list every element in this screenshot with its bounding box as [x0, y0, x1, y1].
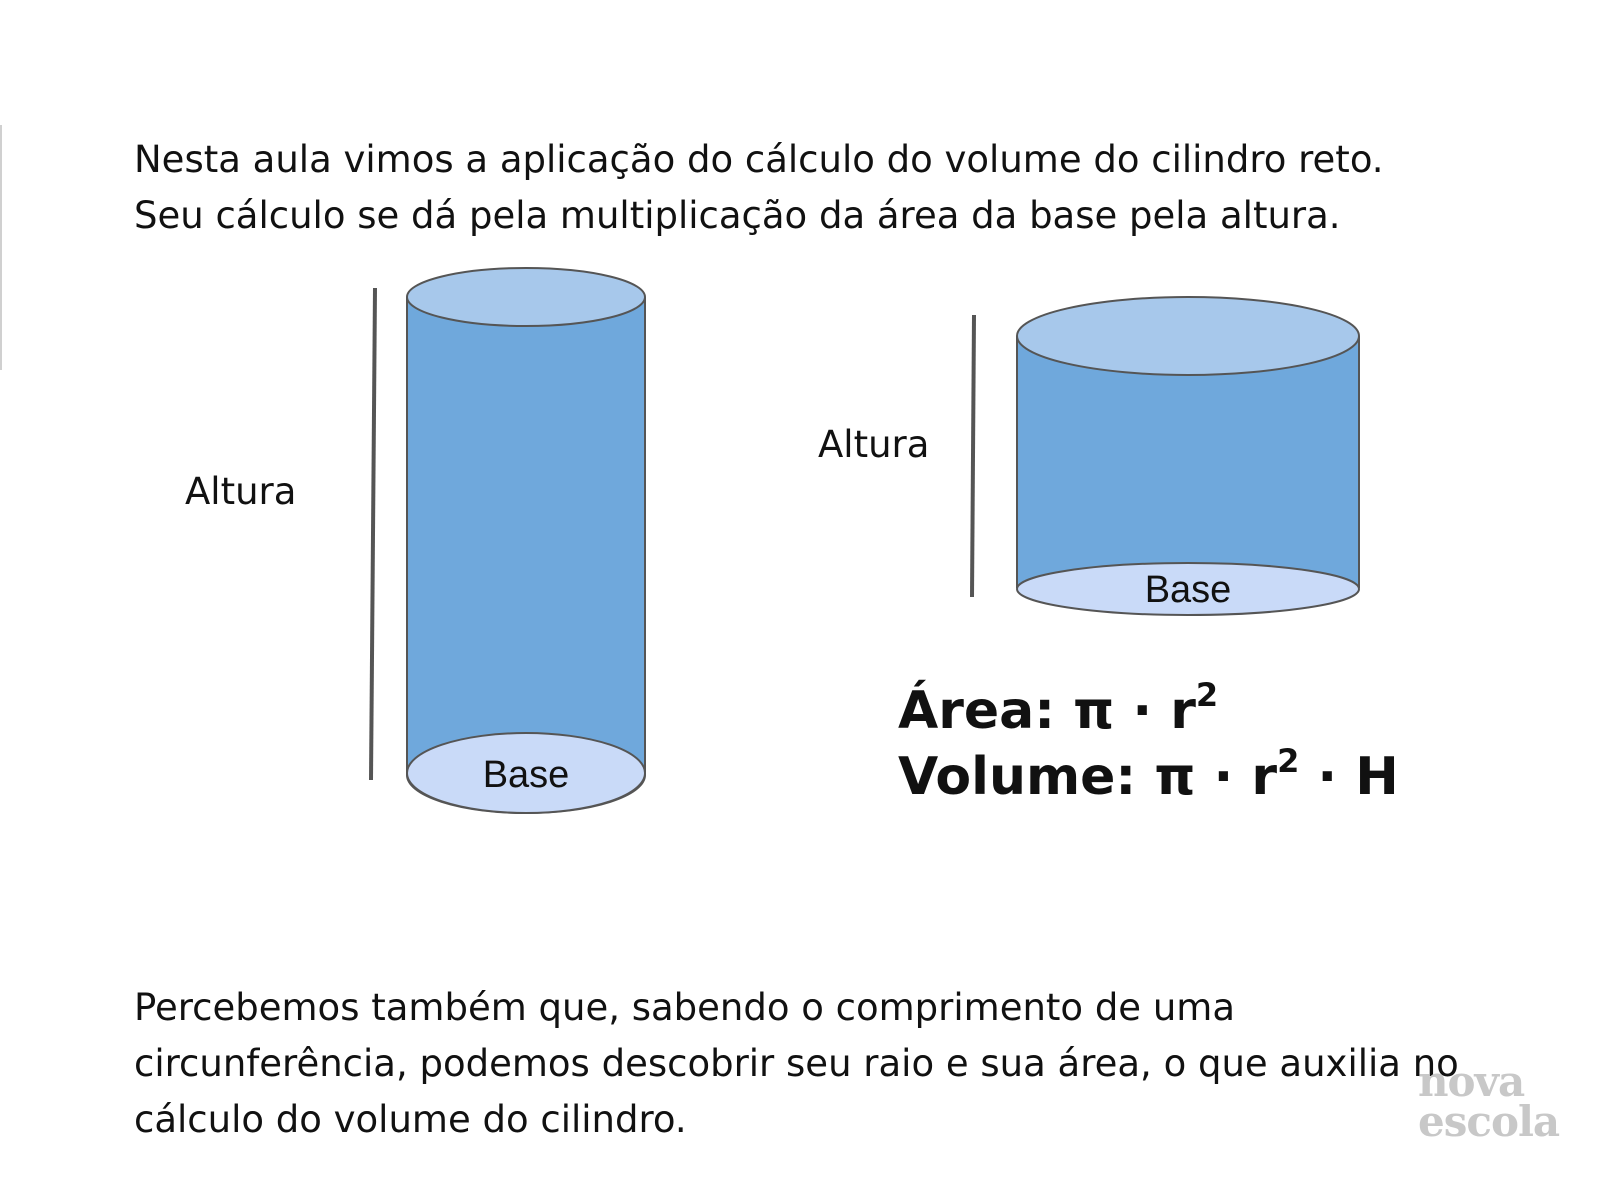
volume-formula-text: Volume: π · r [898, 747, 1278, 807]
tall-cylinder-height-line [371, 288, 375, 780]
outro-line-3: cálculo do volume do cilindro. [134, 1098, 687, 1141]
intro-line-1: Nesta aula vimos a aplicação do cálculo do volume do cilindro reto. [134, 138, 1384, 181]
short-cylinder [818, 297, 1359, 615]
short-cylinder-height-line [972, 315, 974, 597]
tall-cylinder-base-label: Base [482, 754, 570, 796]
volume-formula [898, 741, 1399, 810]
area-formula-exponent: 2 [1195, 675, 1219, 714]
short-cylinder-height-label: Altura [818, 423, 930, 466]
short-cylinder-base-label: Base [1144, 569, 1232, 611]
tall-cylinder-body [407, 297, 645, 775]
area-formula [898, 675, 1399, 744]
volume-formula-exponent: 2 [1277, 741, 1300, 780]
tall-cylinder [185, 268, 645, 813]
tall-cylinder-top [407, 268, 645, 326]
logo-line-2: escola [1418, 1097, 1560, 1146]
formulas [898, 675, 1399, 810]
logo-line-1: nova [1418, 1057, 1525, 1106]
volume-formula-suffix: · H [1299, 747, 1399, 807]
outro-text [134, 980, 1554, 1148]
outro-line-1: Percebemos também que, sabendo o comprimento de uma [134, 986, 1236, 1029]
short-cylinder-top [1017, 297, 1359, 375]
nova-escola-logo [1418, 1057, 1560, 1146]
tall-cylinder-height-label: Altura [185, 470, 297, 513]
outro-line-2: circunferência, podemos descobrir seu raio e sua área, o que auxilia no [134, 1042, 1459, 1085]
intro-line-2: Seu cálculo se dá pela multiplicação da área da base pela altura. [134, 194, 1341, 237]
area-formula-text: Área: π · r [898, 681, 1196, 741]
